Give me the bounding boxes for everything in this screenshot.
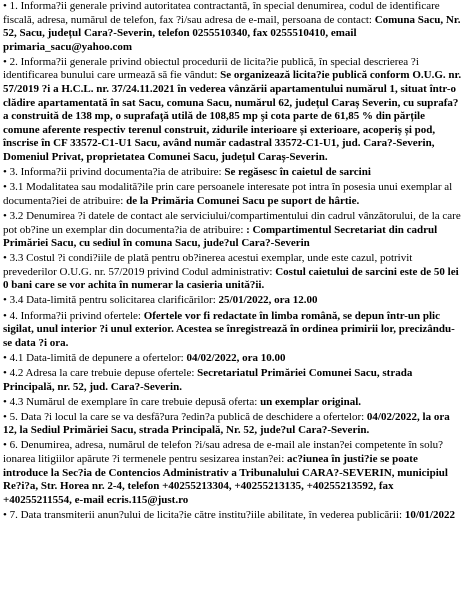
bullet-icon: • xyxy=(3,166,7,179)
item-label: 4. Informa?ii privind ofertele: xyxy=(6,309,144,322)
item-value: 25/01/2022, ora 12.00 xyxy=(218,294,318,307)
item-label: 7. Data transmiterii anun?ului de licita?ie către institu?iile abilitate, în vederea publicării: xyxy=(6,508,405,521)
item-label: 1. Informa?ii generale privind autoritatea contractantă, în special denumirea, codul de identificare fiscală, adresa, numărul de telefon, fax ?i/sau adresa de e-mail, persoana de contact: xyxy=(3,0,440,26)
item-value: 04/02/2022, la ora 12, la Sediul Primăriei Sacu, strada Principală, Nr. 52, jude?ul Cara?-Severin. xyxy=(3,410,450,437)
bullet-icon: • xyxy=(3,395,7,408)
announcement-item xyxy=(3,352,463,366)
item-label: 4.2 Adresa la care trebuie depuse ofertele: xyxy=(6,366,198,379)
bullet-icon: • xyxy=(3,439,7,452)
bullet-icon: • xyxy=(3,252,7,265)
announcement-item xyxy=(3,396,463,410)
announcement-item xyxy=(3,181,463,208)
bullet-icon: • xyxy=(3,351,7,364)
announcement-item xyxy=(3,0,463,54)
item-value: Comuna Sacu, Nr. 52, Sacu, județul Cara?-Severin, telefon 0255510340, fax 0255510410, email primaria_sacu@yahoo.com xyxy=(3,13,461,53)
item-value: de la Primăria Comunei Sacu pe suport de hârtie. xyxy=(126,194,360,207)
bullet-icon: • xyxy=(3,209,7,222)
item-value: ac?iunea în justi?ie se poate introduce la Sec?ia de Contencios Administrativ a Tribunalului CARA?-SEVERIN, municipiul Re?i?a, Str. Horea nr. 2-4, telefon +40255213304, +40255213135, +40255213592, fax +40255211554, e-mail ecris.115@just.ro xyxy=(3,453,448,506)
item-label: 4.3 Numărul de exemplare în care trebuie depusă oferta: xyxy=(6,395,261,408)
item-label: 4.1 Data-limită de depunere a ofertelor: xyxy=(6,351,187,364)
announcement-item xyxy=(3,56,463,165)
item-label: 3.2 Denumirea ?i datele de contact ale serviciului/compartimentului din cadrul vânzătorului, de la care pot ob?ine un exemplar din documenta?ia de atribuire: xyxy=(3,209,461,236)
announcement-item xyxy=(3,294,463,308)
bullet-icon: • xyxy=(3,294,7,307)
item-label: 3. Informa?ii privind documenta?ia de atribuire: xyxy=(6,166,225,179)
announcement-item xyxy=(3,411,463,438)
item-value: Costul caietului de sarcini este de 50 lei 0 bani care se vor achita în numerar la casieria unită?ii. xyxy=(3,265,459,292)
item-value: Ofertele vor fi redactate în limba română, se depun într-un plic sigilat, unul interior ?i unul exterior. Acestea se înregistrează în ordinea primirii lor, precizându-se data ?i ora. xyxy=(3,309,455,349)
item-label: 6. Denumirea, adresa, numărul de telefon ?i/sau adresa de e-mail ale instan?ei competente în solu?ionarea litigiilor apărute ?i termenele pentru sesizarea instan?ei: xyxy=(3,439,444,465)
bullet-icon: • xyxy=(3,0,7,12)
item-value: 10/01/2022 xyxy=(404,508,455,521)
item-label: 3.4 Data-limită pentru solicitarea clarificărilor: xyxy=(6,294,219,307)
announcement-item xyxy=(3,166,463,180)
item-value: Secretariatul Primăriei Comunei Sacu, strada Principală, nr. 52, jud. Cara?-Severin. xyxy=(3,366,413,393)
bullet-icon: • xyxy=(3,366,7,379)
announcement-item xyxy=(3,310,463,351)
item-value: un exemplar original. xyxy=(260,395,362,408)
bullet-icon: • xyxy=(3,309,7,322)
bullet-icon: • xyxy=(3,508,7,521)
item-value: : Compartimentul Secretariat din cadrul Primăriei Sacu, cu sediul în comuna Sacu, jude?ul Cara?-Severin xyxy=(3,223,438,250)
item-value: Se organizează licita?ie publică conform O.U.G. nr. 57/2019 ?i a H.C.L. nr. 37/24.11.2021 în vederea vânzării apartamentului numărul 1, situat într-o clădire apartamentată în sat Sacu, comuna Sacu, numărul 62, județul Caraș Severin, cu suprafa?a construită de 138 mp, o suprafaţă utilă de 108,85 mp şi cota parte de 61,85 % din părțile comune aferente respectiv terenul construit, zidurile interioare și exterioare, acoperiș și pod, înscrise în CF 33572-C1-U1 Sacu, având număr cadastral 33572-C1-U1, jud. Cara?-Severin, Domeniul Privat, proprietatea Comunei Sacu, județul Caraș-Severin. xyxy=(3,69,462,164)
item-label: 3.3 Costul ?i condi?iile de plată pentru ob?inerea acestui exemplar, unde este cazul, potrivit prevederilor O.U.G. nr. 57/2019 privind Codul administrativ: xyxy=(3,252,413,278)
announcement-item xyxy=(3,252,463,293)
announcement-item xyxy=(3,210,463,251)
item-value: Se regăsesc în caietul de sarcini xyxy=(224,166,371,179)
announcement-item xyxy=(3,439,463,507)
item-label: 3.1 Modalitatea sau modalită?ile prin care persoanele interesate pot intra în posesia unui exemplar al documenta?iei de atribuire: xyxy=(3,181,453,207)
bullet-icon: • xyxy=(3,410,7,423)
bullet-icon: • xyxy=(3,181,7,194)
bullet-icon: • xyxy=(3,55,7,68)
announcement-item xyxy=(3,509,463,523)
item-label: 2. Informa?ii generale privind obiectul procedurii de licita?ie publică, în special descrierea ?i identificarea bunului care urmează să fie vândut: xyxy=(3,55,419,82)
item-value: 04/02/2022, ora 10.00 xyxy=(186,351,286,364)
item-label: 5. Data ?i locul la care se va desfă?ura ?edin?a publică de deschidere a ofertelor: xyxy=(6,410,367,423)
announcement-item xyxy=(3,367,463,394)
